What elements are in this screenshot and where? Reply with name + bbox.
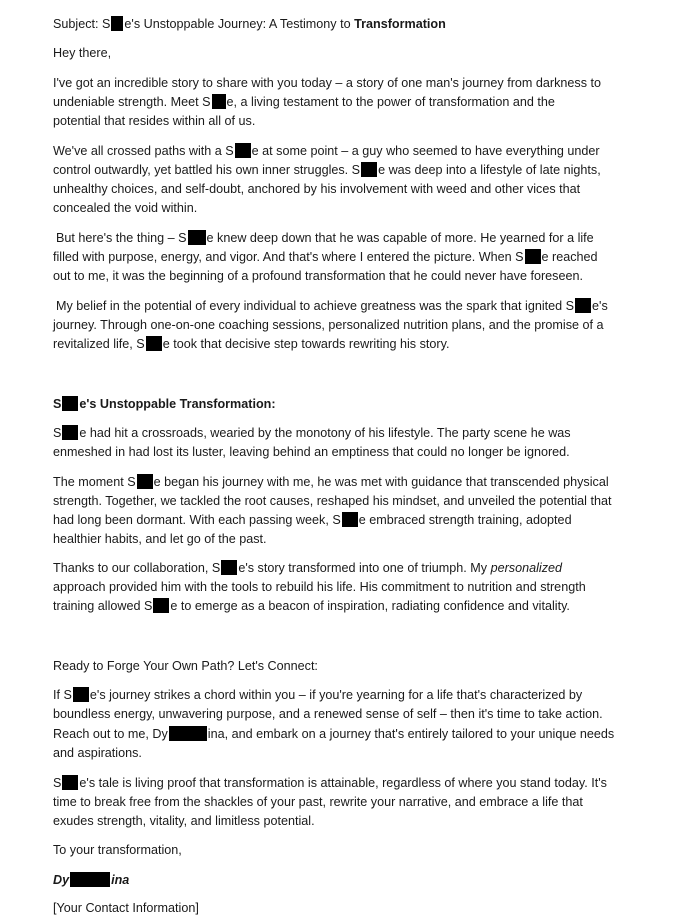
text-span: e reached [541, 250, 598, 264]
paragraph-line: exudes strength, vitality, and limitless potential. [53, 814, 315, 828]
text-span: had long been dormant. With each passing week, S [53, 513, 341, 527]
greeting: Hey there, [53, 46, 112, 60]
text-span: e's journey strikes a chord within you – if you're yearning for a life that's characterized by [89, 688, 583, 702]
paragraph-line [53, 162, 601, 178]
text-span: S [53, 397, 62, 411]
closing: To your transformation, [53, 843, 182, 857]
redaction-block [221, 560, 237, 575]
text-span: Dy [53, 873, 70, 887]
paragraph-line [53, 425, 571, 441]
text-span: My belief in the potential of every individual to achieve greatness was the spark that ignited S [56, 299, 575, 313]
text-span: control outwardly, yet battled his own inner struggles. S [53, 163, 361, 177]
subject-text: e's Unstoppable Journey: A Testimony to [124, 17, 355, 31]
paragraph-line [53, 560, 562, 576]
text-span: e embraced strength training, adopted [358, 513, 572, 527]
text-span: e was deep into a lifestyle of late nights, [378, 163, 601, 177]
redaction-block [525, 249, 541, 264]
text-span: ina [111, 873, 130, 887]
paragraph-line [56, 230, 594, 246]
paragraph-line [53, 474, 609, 490]
text-span: S [53, 426, 62, 440]
subject-line [53, 16, 446, 32]
text-span: e's tale is living proof that transformation is attainable, regardless of where you stand today. It's [79, 776, 607, 790]
section-heading [53, 396, 276, 412]
redaction-block [62, 425, 78, 440]
text-span: training allowed S [53, 599, 153, 613]
redaction-block [73, 687, 89, 702]
paragraph-line [53, 336, 449, 352]
paragraph-line [53, 94, 555, 110]
redaction-block [137, 474, 153, 489]
paragraph-line: concealed the void within. [53, 201, 198, 215]
section-heading: Ready to Forge Your Own Path? Let's Connect: [53, 659, 318, 673]
paragraph-line: journey. Through one-on-one coaching sessions, personalized nutrition plans, and the promise of a [53, 318, 604, 332]
paragraph-line: approach provided him with the tools to rebuild his life. His commitment to nutrition and strength [53, 580, 586, 594]
text-span: S [53, 776, 62, 790]
paragraph-line [53, 726, 614, 742]
text-span: e had hit a crossroads, wearied by the monotony of his lifestyle. The party scene he was [79, 426, 571, 440]
redaction-block [235, 143, 251, 158]
text-span: But here's the thing – S [56, 231, 187, 245]
text-span: Reach out to me, Dy [53, 727, 168, 741]
redaction-block [70, 872, 110, 887]
redaction-block [153, 598, 169, 613]
paragraph-line [53, 512, 572, 528]
text-span: e knew deep down that he was capable of more. He yearned for a life [206, 231, 594, 245]
paragraph-line: healthier habits, and let go of the past. [53, 532, 267, 546]
text-span: Thanks to our collaboration, S [53, 561, 221, 575]
text-span: e, a living testament to the power of transformation and the [226, 95, 555, 109]
redaction-block [575, 298, 591, 313]
redaction-block [146, 336, 162, 351]
paragraph-line: I've got an incredible story to share with you today – a story of one man's journey from darkness to [53, 76, 602, 90]
paragraph-line [53, 249, 598, 265]
text-span: e to emerge as a beacon of inspiration, radiating confidence and vitality. [170, 599, 570, 613]
text-span: e at some point – a guy who seemed to have everything under [251, 144, 600, 158]
paragraph-line: boundless energy, unwavering purpose, and a renewed sense of self – then it's time to take action. [53, 707, 603, 721]
redaction-block [62, 775, 78, 790]
paragraph-line [53, 143, 600, 159]
text-span: e took that decisive step towards rewriting his story. [162, 337, 450, 351]
paragraph-line: strength. Together, we tackled the root causes, reshaped his mindset, and unveiled the potential that [53, 494, 612, 508]
text-span: e's [592, 299, 608, 313]
paragraph-line [56, 298, 608, 314]
redaction-block [212, 94, 226, 109]
text-span: e began his journey with me, he was met with guidance that transcended physical [153, 475, 609, 489]
signature [53, 872, 129, 888]
redaction-block [342, 512, 358, 527]
subject-prefix: Subject: S [53, 17, 111, 31]
redaction-block [62, 396, 78, 411]
text-span: If S [53, 688, 72, 702]
paragraph-line: unhealthy choices, and self-doubt, anchored by his involvement with weed and other vices that [53, 182, 581, 196]
text-span: We've all crossed paths with a S [53, 144, 234, 158]
text-span: filled with purpose, energy, and vigor. And that's where I entered the picture. When S [53, 250, 524, 264]
paragraph-line: potential that resides within all of us. [53, 114, 256, 128]
subject-bold-word: Transformation [354, 17, 446, 31]
italic-text: personalized [490, 561, 563, 575]
paragraph-line: time to break free from the shackles of your past, rewrite your narrative, and embrace a life that [53, 795, 583, 809]
paragraph-line: enmeshed in had lost its luster, leaving behind an emptiness that could no longer be ignored. [53, 445, 570, 459]
text-span: e's Unstoppable Transformation: [79, 397, 276, 411]
text-span: The moment S [53, 475, 136, 489]
text-span: revitalized life, S [53, 337, 145, 351]
redaction-block [188, 230, 206, 245]
redaction-block [111, 16, 123, 31]
redaction-block [361, 162, 377, 177]
paragraph-line [53, 775, 607, 791]
paragraph-line [53, 687, 582, 703]
paragraph-line: and aspirations. [53, 746, 142, 760]
paragraph-line [53, 598, 570, 614]
paragraph-line: out to me, it was the beginning of a profound transformation that he could never have foreseen. [53, 269, 583, 283]
text-span: ina, and embark on a journey that's entirely tailored to your unique needs [207, 727, 615, 741]
text-span: e's story transformed into one of triumph. My [238, 561, 491, 575]
text-span: undeniable strength. Meet S [53, 95, 211, 109]
redaction-block [169, 726, 207, 741]
contact-info: [Your Contact Information] [53, 901, 199, 915]
